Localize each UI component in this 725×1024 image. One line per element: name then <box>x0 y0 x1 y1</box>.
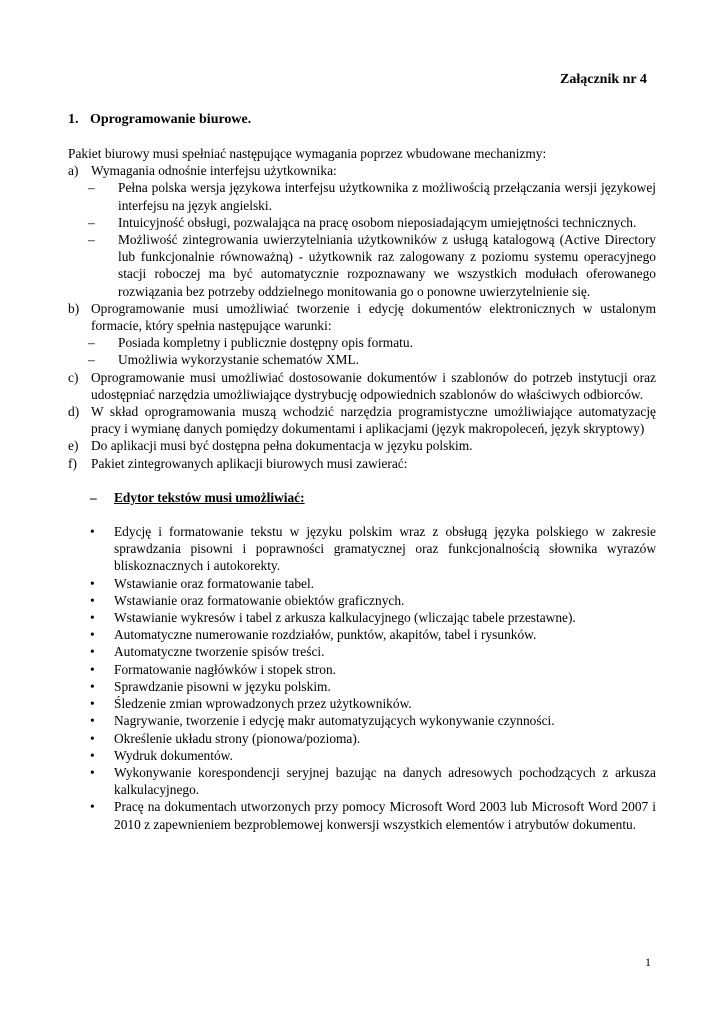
section-number: 1. <box>68 112 79 127</box>
intro-paragraph: Pakiet biurowy musi spełniać następujące wymagania poprzez wbudowane mechanizmy: <box>68 146 547 161</box>
bullet-icon: • <box>90 764 95 780</box>
bullet-text: Edycję i formatowanie tekstu w języku polskim wraz z obsługą języka polskiego w zakresie sprawdzania pisowni i poprawności gramatycznej oraz funkcjonalnością słownika wyrazów bliskoznacznych i autokorekty. <box>114 524 656 574</box>
bullet-text: Wydruk dokumentów. <box>114 747 233 763</box>
list-item-d <box>68 403 656 437</box>
list-text: Pakiet zintegrowanych aplikacji biurowych musi zawierać: <box>91 455 408 471</box>
dash-text: Posiada kompletny i publicznie dostępny opis formatu. <box>118 335 413 351</box>
bullet-item <box>90 592 656 609</box>
list-text: Oprogramowanie musi umożliwiać tworzenie i edycję dokumentów elektronicznych w ustalonym formacie, który spełnia następujące warunki: <box>91 300 656 334</box>
bullet-text: Wstawianie oraz formatowanie obiektów graficznych. <box>114 592 405 608</box>
list-item-b <box>68 300 656 334</box>
page-number: 1 <box>645 955 651 969</box>
bullet-icon: • <box>90 799 95 815</box>
list-label: e) <box>68 438 79 454</box>
section-title <box>68 112 251 128</box>
bullet-icon: • <box>90 524 95 540</box>
bullet-text: Pracę na dokumentach utworzonych przy pomocy Microsoft Word 2003 lub Microsoft Word 2007 i 2010 z zapewnieniem bezproblemowej konwersji wszystkich elementów i atrybutów dokumentu. <box>114 799 656 832</box>
bullet-item <box>90 575 656 592</box>
bullet-icon: • <box>90 661 95 677</box>
section-title-text: Oprogramowanie biurowe. <box>90 112 252 127</box>
list-label: c) <box>68 369 79 385</box>
bullet-text: Śledzenie zmian wprowadzonych przez użytkowników. <box>114 696 412 712</box>
bullet-item <box>90 678 656 695</box>
list-label: a) <box>68 163 79 179</box>
dash-marker: – <box>88 180 95 196</box>
bullet-icon: • <box>90 575 95 591</box>
bullet-icon: • <box>90 610 95 626</box>
list-item-e <box>68 437 656 454</box>
dash-item <box>88 351 656 368</box>
dash-marker: – <box>88 214 95 230</box>
bullet-icon: • <box>90 627 95 643</box>
bullet-text: Formatowanie nagłówków i stopek stron. <box>114 661 337 677</box>
bullet-text: Automatyczne tworzenie spisów treści. <box>114 644 325 660</box>
bullet-icon: • <box>90 592 95 608</box>
bullet-icon: • <box>90 713 95 729</box>
list-label: d) <box>68 404 80 420</box>
bullet-text: Wstawianie wykresów i tabel z arkusza kalkulacyjnego (wliczając tabele przestawne). <box>114 610 576 626</box>
list-label: f) <box>68 455 77 471</box>
bullet-text: Sprawdzanie pisowni w języku polskim. <box>114 678 331 694</box>
editor-heading-text: Edytor tekstów musi umożliwiać: <box>114 489 305 505</box>
dash-item <box>88 214 656 231</box>
editor-heading <box>90 489 656 506</box>
dash-item <box>88 231 656 300</box>
dash-text: Intuicyjność obsługi, pozwalająca na pracę osobom nieposiadającym umiejętności technicznych. <box>118 214 637 230</box>
bullet-item <box>90 523 656 575</box>
annex-label: Załącznik nr 4 <box>560 72 647 87</box>
list-item-c <box>68 369 656 403</box>
dash-text: Pełna polska wersja językowa interfejsu użytkownika z możliwością przełączania wersji językowej interfejsu na język angielski. <box>118 180 656 213</box>
bullet-item <box>90 643 656 660</box>
bullet-icon: • <box>90 730 95 746</box>
dash-marker: – <box>88 232 95 248</box>
list-label: b) <box>68 300 80 316</box>
dash-item <box>88 334 656 351</box>
bullet-item <box>90 747 656 764</box>
bullet-icon: • <box>90 696 95 712</box>
dash-marker: – <box>90 489 97 505</box>
dash-marker: – <box>88 335 95 351</box>
list-text: Wymagania odnośnie interfejsu użytkownika: <box>91 163 337 179</box>
bullet-item <box>90 609 656 626</box>
dash-marker: – <box>88 352 95 368</box>
bullet-icon: • <box>90 747 95 763</box>
bullet-text: Automatyczne numerowanie rozdziałów, punktów, akapitów, tabel i rysunków. <box>114 627 537 643</box>
bullet-icon: • <box>90 644 95 660</box>
document-body <box>68 145 656 833</box>
bullet-text: Określenie układu strony (pionowa/pozioma). <box>114 730 361 746</box>
list-text: Oprogramowanie musi umożliwiać dostosowanie dokumentów i szablonów do potrzeb instytucji oraz udostępniać narzędzia umożliwiające dystrybucję odpowiednich szablonów do właściwych odbiorców. <box>91 369 656 402</box>
bullet-text: Wykonywanie korespondencji seryjnej bazując na danych adresowych pochodzących z arkusza kalkulacyjnego. <box>114 764 656 798</box>
bullet-item <box>90 798 656 832</box>
dash-item <box>88 179 656 213</box>
bullet-item <box>90 730 656 747</box>
list-item-a <box>68 162 656 179</box>
list-text: Do aplikacji musi być dostępna pełna dokumentacja w języku polskim. <box>91 438 473 454</box>
bullet-item <box>90 695 656 712</box>
dash-text: Możliwość zintegrowania uwierzytelniania użytkowników z usługą katalogową (Active Directory lub funkcjonalnie równoważną) - użytkownik raz zalogowany z poziomu systemu operacyjnego stacji roboczej ma być automatycznie rozpoznawany we wszystkich modułach oferowanego rozwiązania bez potrzeby oddzielnego monitowania go o ponowne uwierzytelnienie się. <box>118 232 656 299</box>
bullet-item <box>90 661 656 678</box>
bullet-icon: • <box>90 678 95 694</box>
bullet-item <box>90 712 656 729</box>
dash-text: Umożliwia wykorzystanie schematów XML. <box>118 352 359 368</box>
bullet-item <box>90 626 656 643</box>
bullet-text: Nagrywanie, tworzenie i edycję makr automatyzujących wykonywanie czynności. <box>114 713 555 729</box>
list-item-f <box>68 455 656 472</box>
bullet-item <box>90 764 656 798</box>
list-text: W skład oprogramowania muszą wchodzić narzędzia programistyczne umożliwiające automatyzację pracy i wymianę danych pomiędzy dokumentami i aplikacjami (język makropoleceń, język skryptowy) <box>91 404 656 437</box>
bullet-text: Wstawianie oraz formatowanie tabel. <box>114 575 315 591</box>
